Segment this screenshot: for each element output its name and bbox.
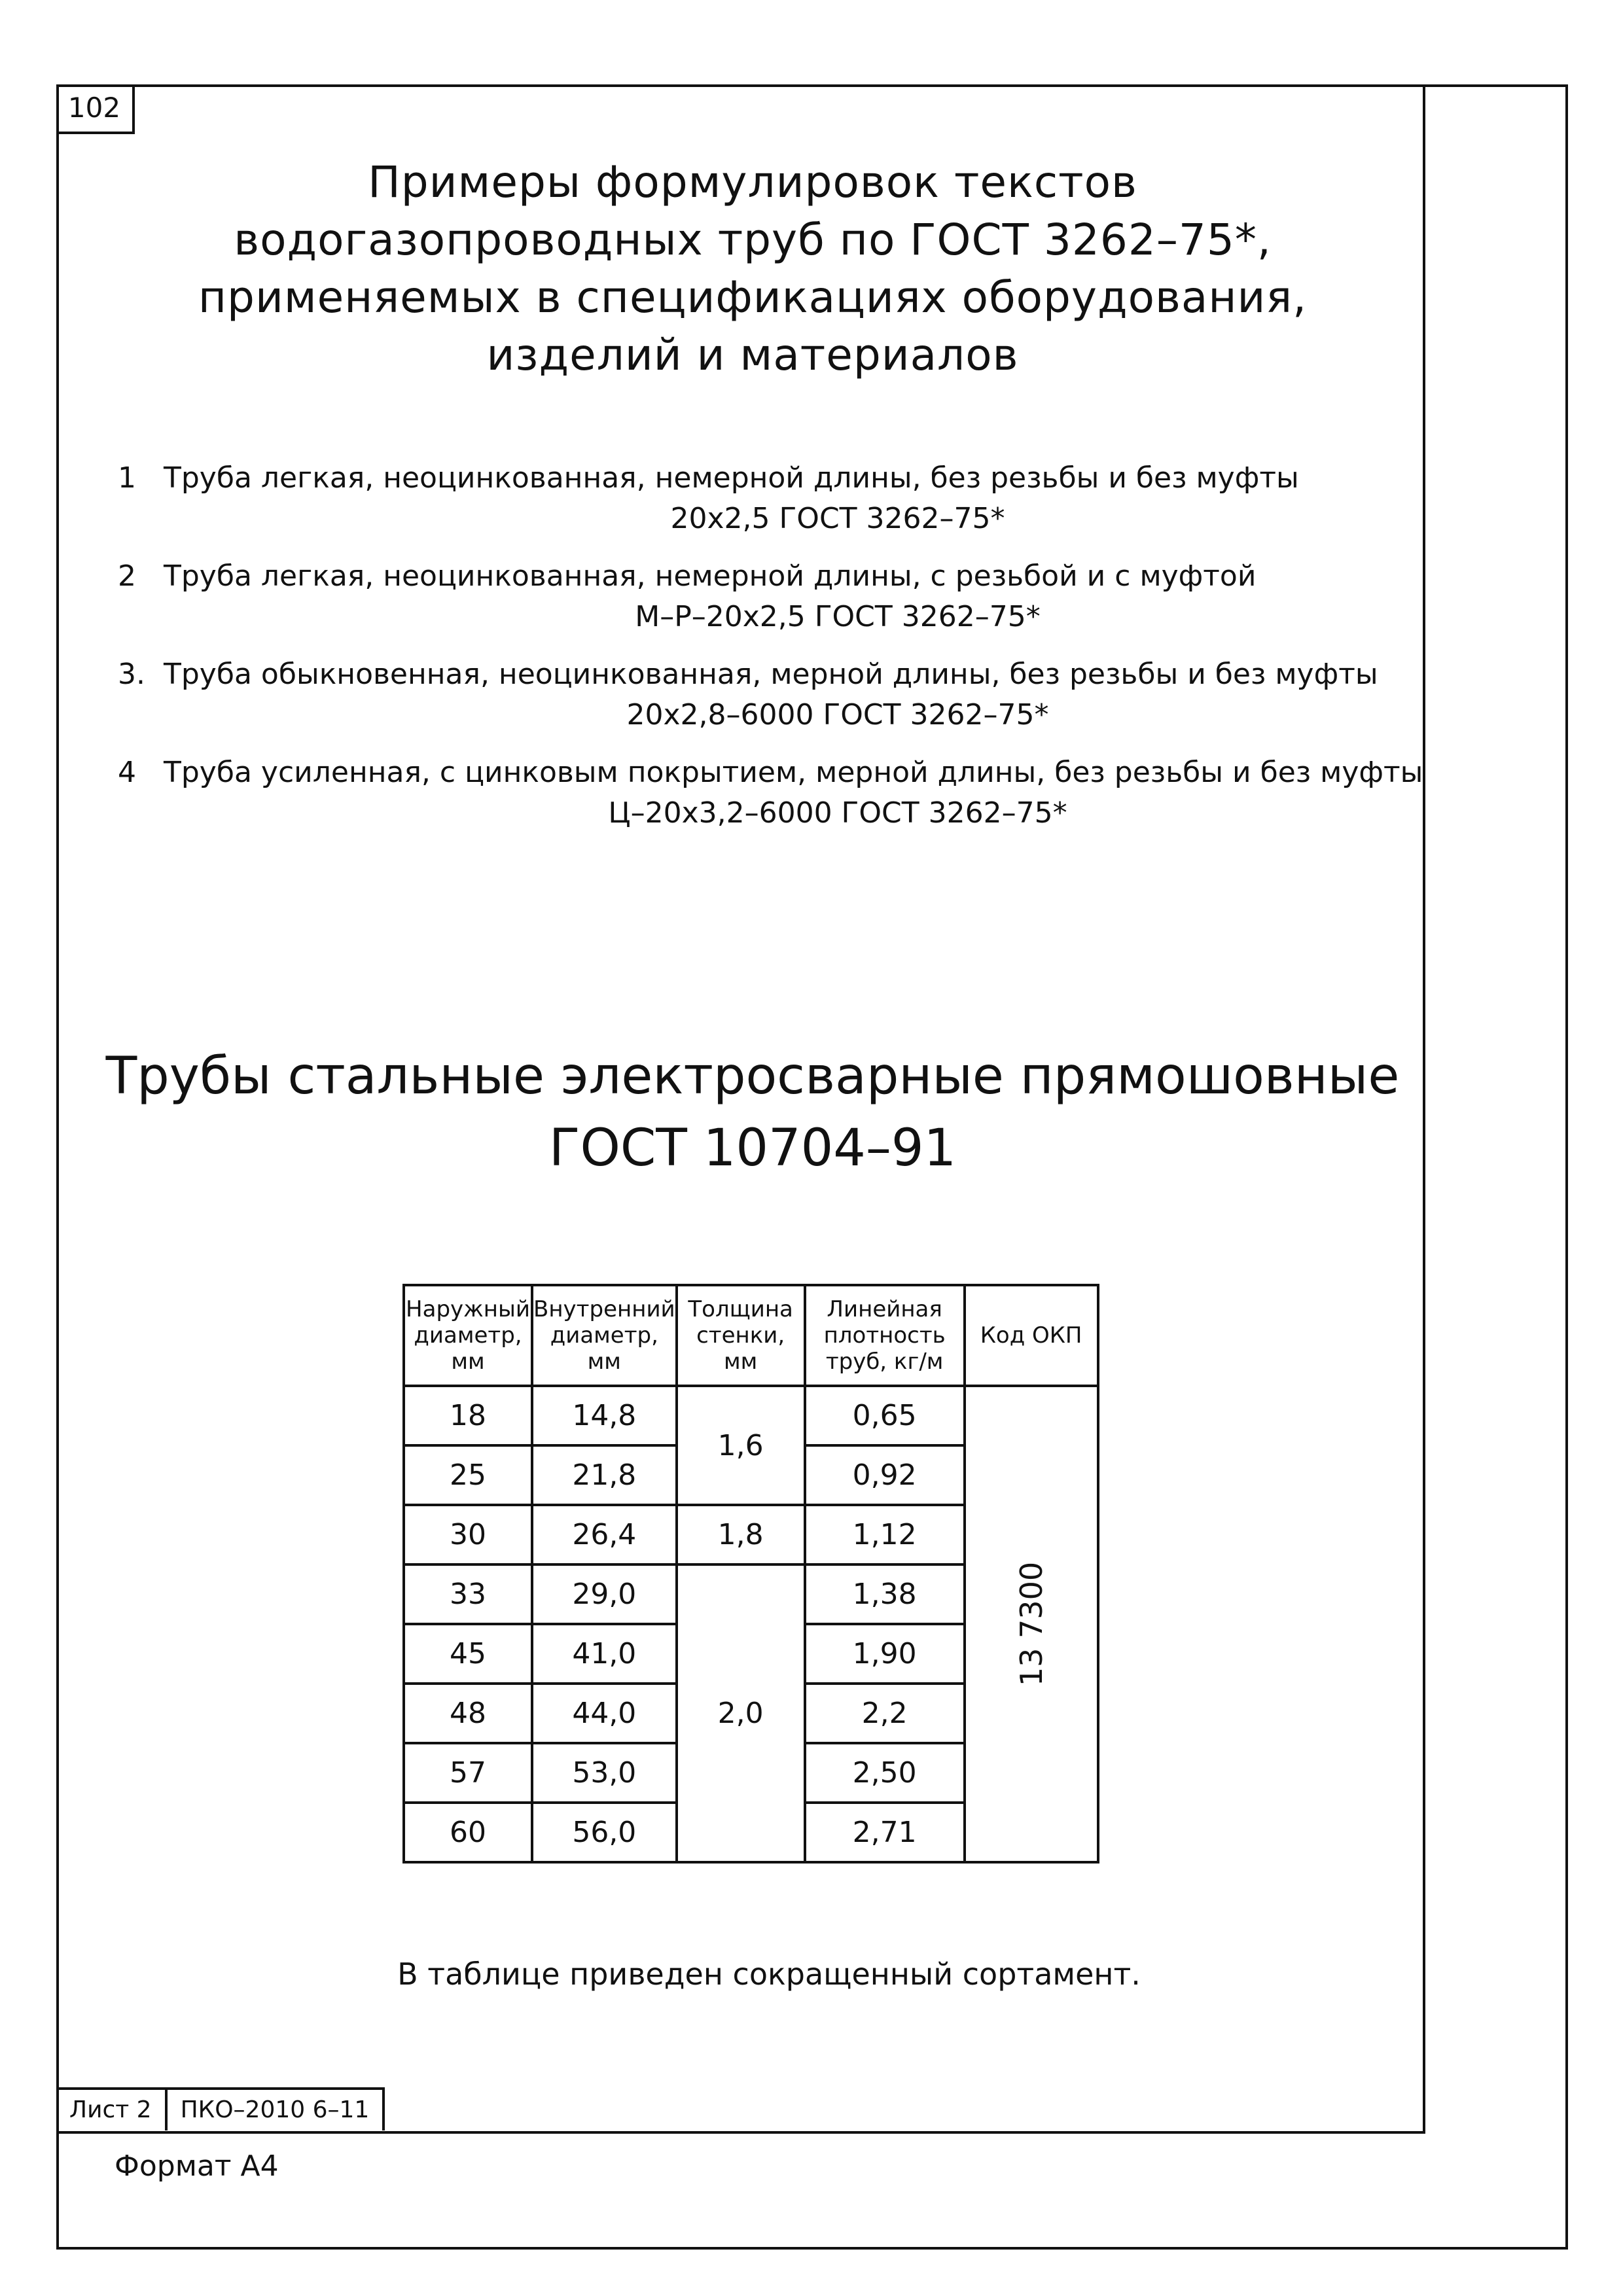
header-wall-thickness: Толщина стенки, мм bbox=[677, 1285, 805, 1386]
document-code: ПКО–2010 6–11 bbox=[165, 2090, 383, 2130]
header-outer-diameter: Наружный диаметр, мм bbox=[404, 1285, 532, 1386]
examples-list bbox=[118, 458, 1423, 851]
table-note: В таблице приведен сокращенный сортамент. bbox=[397, 1956, 1141, 1992]
cell-inner-diameter: 26,4 bbox=[532, 1505, 677, 1564]
header-title-line: применяемых в спецификациях оборудования, bbox=[198, 272, 1308, 323]
example-text: Труба легкая, неоцинкованная, немерной длины, без резьбы и без муфты bbox=[164, 461, 1299, 495]
header-title-line: Примеры формулировок текстов bbox=[368, 157, 1137, 207]
page-number-box bbox=[56, 84, 135, 134]
example-code: 20x2,5 ГОСТ 3262–75* bbox=[670, 502, 1005, 535]
cell-wall-thickness: 2,0 bbox=[677, 1564, 805, 1862]
okp-code-text: 13 7300 bbox=[1013, 1561, 1049, 1687]
cell-inner-diameter: 21,8 bbox=[532, 1445, 677, 1505]
cell-outer-diameter: 45 bbox=[404, 1624, 532, 1684]
cell-outer-diameter: 48 bbox=[404, 1684, 532, 1743]
outer-bottom-border bbox=[56, 2247, 1568, 2250]
example-text: Труба легкая, неоцинкованная, немерной длины, с резьбой и с муфтой bbox=[164, 559, 1257, 593]
cell-outer-diameter: 30 bbox=[404, 1505, 532, 1564]
example-code: М–Р–20x2,5 ГОСТ 3262–75* bbox=[635, 600, 1041, 633]
example-number: 3. bbox=[118, 658, 145, 691]
sheet-label: Лист 2 bbox=[69, 2096, 152, 2123]
outer-left-border bbox=[56, 2128, 59, 2250]
example-number: 4 bbox=[118, 756, 136, 789]
section-title-line2: ГОСТ 10704–91 bbox=[548, 1119, 957, 1178]
page-number: 102 bbox=[67, 92, 121, 124]
cell-inner-diameter: 29,0 bbox=[532, 1564, 677, 1624]
cell-wall-thickness: 1,6 bbox=[677, 1386, 805, 1505]
outer-right-border bbox=[1565, 84, 1568, 2249]
header-okp-code: Код ОКП bbox=[965, 1285, 1098, 1386]
header-title-line: водогазопроводных труб по ГОСТ 3262–75*, bbox=[234, 215, 1272, 265]
format-label: Формат А4 bbox=[115, 2149, 279, 2183]
table-row bbox=[404, 1386, 1098, 1445]
cell-linear-density: 2,2 bbox=[805, 1684, 965, 1743]
cell-inner-diameter: 14,8 bbox=[532, 1386, 677, 1445]
cell-outer-diameter: 57 bbox=[404, 1743, 532, 1803]
header-inner-diameter: Внутренний диаметр, мм bbox=[532, 1285, 677, 1386]
example-item bbox=[118, 458, 1394, 539]
example-item bbox=[118, 654, 1394, 735]
cell-inner-diameter: 53,0 bbox=[532, 1743, 677, 1803]
cell-linear-density: 1,90 bbox=[805, 1624, 965, 1684]
header-title bbox=[131, 154, 1374, 384]
cell-outer-diameter: 18 bbox=[404, 1386, 532, 1445]
cell-outer-diameter: 60 bbox=[404, 1803, 532, 1862]
pipe-spec-table bbox=[402, 1284, 1099, 1863]
cell-linear-density: 0,92 bbox=[805, 1445, 965, 1505]
cell-okp-code bbox=[965, 1386, 1098, 1862]
cell-linear-density: 1,12 bbox=[805, 1505, 965, 1564]
cell-inner-diameter: 41,0 bbox=[532, 1624, 677, 1684]
table-header-row bbox=[404, 1285, 1098, 1386]
cell-outer-diameter: 33 bbox=[404, 1564, 532, 1624]
example-code: Ц–20x3,2–6000 ГОСТ 3262–75* bbox=[608, 796, 1067, 830]
section-title-line1: Трубы стальные электросварные прямошовные bbox=[105, 1047, 1400, 1106]
example-item bbox=[118, 556, 1394, 637]
header-linear-density: Линейная плотность труб, кг/м bbox=[805, 1285, 965, 1386]
cell-outer-diameter: 25 bbox=[404, 1445, 532, 1505]
example-code: 20x2,8–6000 ГОСТ 3262–75* bbox=[626, 698, 1049, 732]
example-text: Труба усиленная, с цинковым покрытием, мерной длины, без резьбы и без муфты bbox=[164, 756, 1423, 789]
top-border-line bbox=[56, 84, 1568, 87]
header-title-line: изделий и материалов bbox=[486, 330, 1019, 380]
cell-linear-density: 1,38 bbox=[805, 1564, 965, 1624]
cell-linear-density: 2,71 bbox=[805, 1803, 965, 1862]
example-number: 1 bbox=[118, 461, 136, 495]
cell-linear-density: 0,65 bbox=[805, 1386, 965, 1445]
cell-inner-diameter: 44,0 bbox=[532, 1684, 677, 1743]
cell-linear-density: 2,50 bbox=[805, 1743, 965, 1803]
cell-wall-thickness: 1,8 bbox=[677, 1505, 805, 1564]
example-text: Труба обыкновенная, неоцинкованная, мерной длины, без резьбы и без муфты bbox=[164, 658, 1378, 691]
sheet-stamp bbox=[56, 2087, 385, 2130]
cell-inner-diameter: 56,0 bbox=[532, 1803, 677, 1862]
example-item bbox=[118, 752, 1423, 834]
section-title bbox=[98, 1040, 1407, 1184]
example-number: 2 bbox=[118, 559, 136, 593]
